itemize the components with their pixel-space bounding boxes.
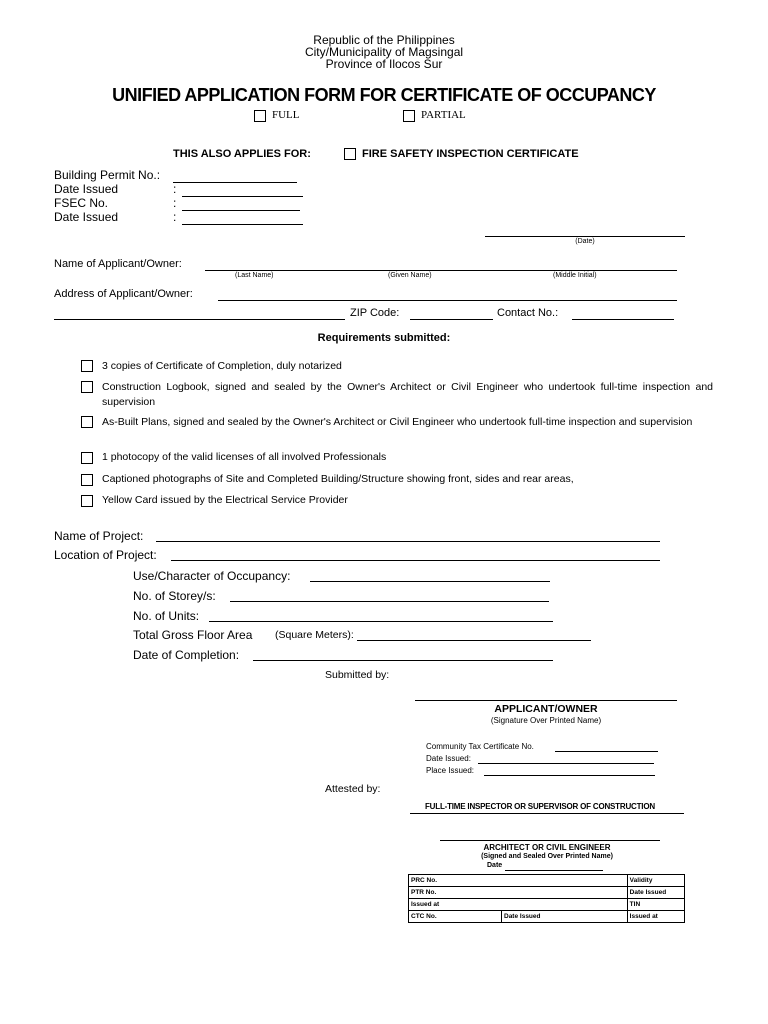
contact-field[interactable] <box>572 319 674 320</box>
units-label: No. of Units: <box>133 609 200 623</box>
applicant-name-label: Name of Applicant/Owner: <box>54 258 182 270</box>
also-applies-label: THIS ALSO APPLIES FOR: <box>173 148 311 160</box>
req-6-checkbox[interactable] <box>81 495 93 507</box>
ctc-date-issued-label: Date Issued: <box>426 754 471 763</box>
fsec-date-issued-field[interactable] <box>182 224 303 225</box>
gfa-field[interactable] <box>357 640 591 641</box>
inspector-date-field[interactable] <box>505 870 603 871</box>
date-field[interactable] <box>485 236 685 237</box>
municipality-line: City/Municipality of Magsingal <box>304 45 464 59</box>
submitted-by-label: Submitted by: <box>325 669 390 681</box>
page-title: UNIFIED APPLICATION FORM FOR CERTIFICATE OF OCCUPANCY <box>112 85 656 105</box>
completion-field[interactable] <box>253 660 553 661</box>
province-line: Province of Ilocos Sur <box>325 57 443 71</box>
req-4-text: 1 photocopy of the valid licenses of all involved Professionals <box>102 451 387 463</box>
occupancy-label: Use/Character of Occupancy: <box>133 569 291 583</box>
validity-cell[interactable]: Validity <box>627 875 684 887</box>
fsec-date-issued-label: Date Issued <box>54 210 119 224</box>
ctc-no-field[interactable] <box>555 751 658 752</box>
gfa-unit: (Square Meters): <box>275 629 354 641</box>
colon: : <box>173 196 177 210</box>
republic-line: Republic of the Philippines <box>313 33 455 47</box>
building-permit-label: Building Permit No.: <box>54 168 161 182</box>
inspector-date-label: Date <box>487 862 503 869</box>
req-6-text: Yellow Card issued by the Electrical Service Provider <box>102 494 348 506</box>
middle-initial-caption: (Middle Initial) <box>553 272 597 279</box>
inspector-title: ARCHITECT OR CIVIL ENGINEER <box>483 843 611 852</box>
colon: : <box>173 210 177 224</box>
completion-label: Date of Completion: <box>133 648 240 662</box>
req-5-text: Captioned photographs of Site and Completed Building/Structure showing front, sides and rear areas, <box>102 473 574 485</box>
req-1-checkbox[interactable] <box>81 360 93 372</box>
inspector-signature-line[interactable] <box>440 840 660 841</box>
partial-checkbox[interactable] <box>403 110 415 122</box>
req-2-text: Construction Logbook, signed and sealed by the Owner's Architect or Civil Engineer who undertook full-time inspection and supervision <box>102 381 713 408</box>
req-4-checkbox[interactable] <box>81 452 93 464</box>
gfa-label: Total Gross Floor Area <box>133 628 253 642</box>
ctc-no-label: Community Tax Certificate No. <box>426 742 534 751</box>
issued-at-cell[interactable]: Issued at <box>409 899 628 911</box>
inspector-heading: FULL-TIME INSPECTOR OR SUPERVISOR OF CONSTRUCTION <box>425 802 655 811</box>
project-location-label: Location of Project: <box>54 548 157 562</box>
ctc-date-issued-cell[interactable]: Date Issued <box>502 911 628 923</box>
colon: : <box>173 182 177 196</box>
applicant-address-label: Address of Applicant/Owner: <box>54 288 193 300</box>
ctc-issued-at-cell[interactable]: Issued at <box>627 911 684 923</box>
partial-label: PARTIAL <box>421 109 466 121</box>
project-name-label: Name of Project: <box>54 529 144 543</box>
attested-by-label: Attested by: <box>325 783 381 795</box>
full-checkbox[interactable] <box>254 110 266 122</box>
date-issued-field[interactable] <box>182 196 303 197</box>
ctc-no-cell[interactable]: CTC No. <box>409 911 502 923</box>
project-location-field[interactable] <box>171 560 660 561</box>
req-5-checkbox[interactable] <box>81 474 93 486</box>
full-label: FULL <box>272 109 300 121</box>
requirements-heading: Requirements submitted: <box>317 332 451 344</box>
req-3-checkbox[interactable] <box>81 416 93 428</box>
ctc-date-issued-field[interactable] <box>478 763 654 764</box>
project-name-field[interactable] <box>156 541 660 542</box>
fsec-label: FSEC No. <box>54 196 109 210</box>
zip-field[interactable] <box>410 319 493 320</box>
inspector-heading-rule <box>410 813 684 814</box>
storeys-field[interactable] <box>230 601 549 602</box>
date-caption: (Date) <box>575 238 595 245</box>
storeys-label: No. of Storey/s: <box>133 589 216 603</box>
fsic-label: FIRE SAFETY INSPECTION CERTIFICATE <box>362 148 579 160</box>
ptr-date-issued-cell[interactable]: Date Issued <box>627 887 684 899</box>
applicant-signature-caption: (Signature Over Printed Name) <box>490 716 602 725</box>
tin-cell[interactable]: TIN <box>627 899 684 911</box>
table-row <box>409 911 685 923</box>
table-row <box>409 899 685 911</box>
units-field[interactable] <box>209 621 553 622</box>
inspector-signature-caption: (Signed and Sealed Over Printed Name) <box>481 853 613 860</box>
applicant-owner-title: APPLICANT/OWNER <box>494 703 598 715</box>
applicant-name-field[interactable] <box>205 270 677 271</box>
req-2-checkbox[interactable] <box>81 381 93 393</box>
req-1-text: 3 copies of Certificate of Completion, duly notarized <box>102 360 342 372</box>
table-row <box>409 875 685 887</box>
applicant-address-field[interactable] <box>218 300 677 301</box>
occupancy-field[interactable] <box>310 581 550 582</box>
place-issued-field[interactable] <box>484 775 655 776</box>
place-issued-label: Place Issued: <box>426 766 475 775</box>
fsic-checkbox[interactable] <box>344 148 356 160</box>
address-line-2[interactable] <box>54 319 345 320</box>
license-table <box>408 874 685 923</box>
fsec-field[interactable] <box>182 210 300 211</box>
last-name-caption: (Last Name) <box>235 272 274 279</box>
ptr-no-cell[interactable]: PTR No. <box>409 887 628 899</box>
contact-label: Contact No.: <box>497 307 559 319</box>
table-row <box>409 887 685 899</box>
building-permit-field[interactable] <box>173 182 297 183</box>
date-issued-label: Date Issued <box>54 182 119 196</box>
applicant-signature-line[interactable] <box>415 700 677 701</box>
zip-label: ZIP Code: <box>350 307 400 319</box>
req-3-text: As-Built Plans, signed and sealed by the Owner's Architect or Civil Engineer who undertook full-time inspection and supervision <box>102 416 693 428</box>
given-name-caption: (Given Name) <box>388 272 432 279</box>
prc-no-cell[interactable]: PRC No. <box>409 875 628 887</box>
